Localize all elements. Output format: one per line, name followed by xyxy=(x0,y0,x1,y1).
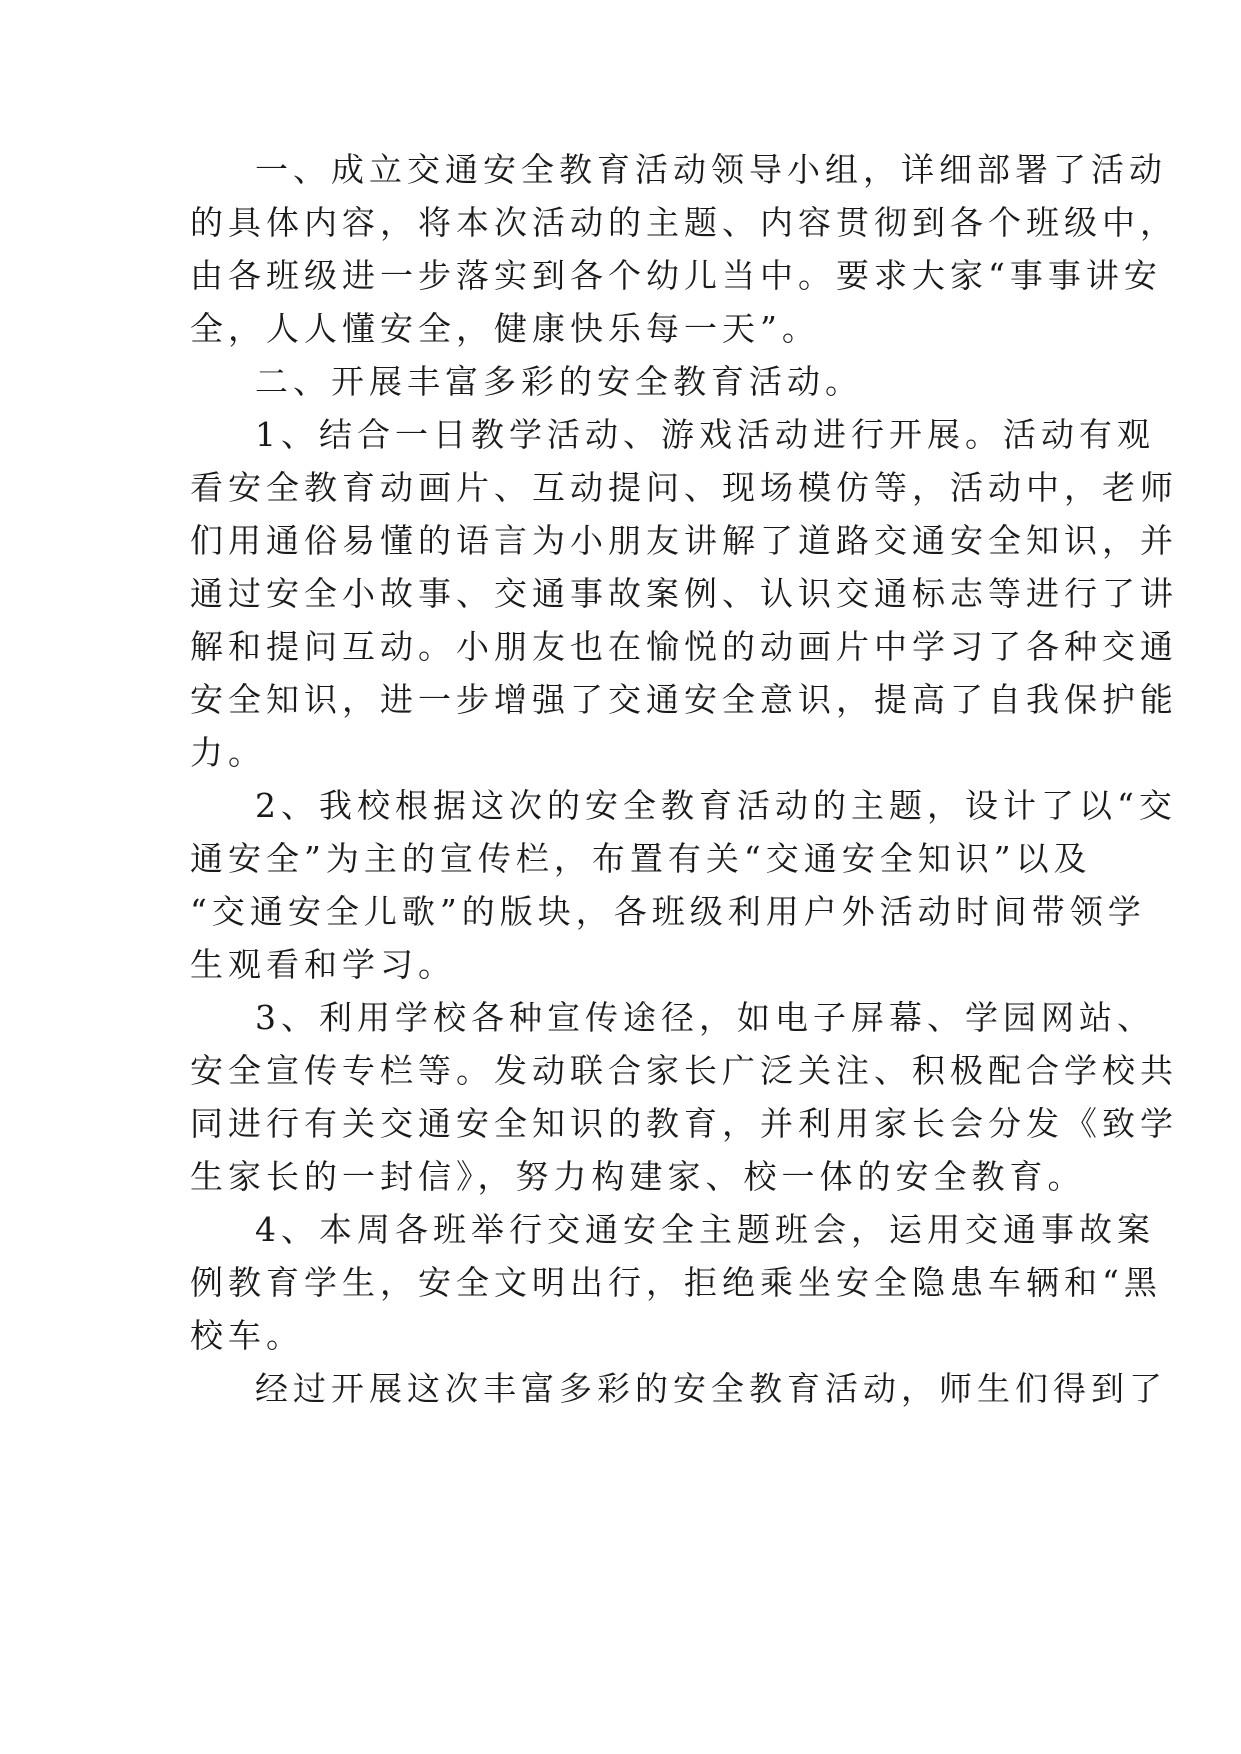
paragraph-3-line-1: 1、结合一日教学活动、游戏活动进行开展。活动有观 xyxy=(255,415,1155,454)
paragraph-5-line-4: 生家长的一封信》，努力构建家、校一体的安全教育。 xyxy=(190,1157,1086,1196)
paragraph-1-line-3: 由各班级进一步落实到各个幼儿当中。要求大家“事事讲安 xyxy=(190,256,1162,295)
paragraph-3-line-6: 安全知识，进一步增强了交通安全意识，提高了自我保护能 xyxy=(190,680,1178,719)
paragraph-6-line-2: 例教育学生，安全文明出行，拒绝乘坐安全隐患车辆和“黑 xyxy=(190,1263,1162,1302)
paragraph-4-line-4: 生观看和学习。 xyxy=(190,945,456,984)
paragraph-6-line-1: 4、本周各班举行交通安全主题班会，运用交通事故案 xyxy=(255,1210,1155,1249)
paragraph-4-line-1: 2、我校根据这次的安全教育活动的主题，设计了以“交 xyxy=(255,786,1177,825)
paragraph-1-line-1: 一、成立交通安全教育活动领导小组，详细部署了活动 xyxy=(255,150,1167,189)
paragraph-5-line-2: 安全宣传专栏等。发动联合家长广泛关注、积极配合学校共 xyxy=(190,1051,1178,1090)
paragraph-3-line-4: 通过安全小故事、交通事故案例、认识交通标志等进行了讲 xyxy=(190,574,1178,613)
paragraph-7-line-1: 经过开展这次丰富多彩的安全教育活动，师生们得到了 xyxy=(255,1369,1167,1408)
paragraph-5-line-3: 同进行有关交通安全知识的教育，并利用家长会分发《致学 xyxy=(190,1104,1178,1143)
paragraph-3-line-2: 看安全教育动画片、互动提问、现场模仿等，活动中，老师 xyxy=(190,468,1178,507)
paragraph-1-line-2: 的具体内容，将本次活动的主题、内容贯彻到各个班级中， xyxy=(190,203,1178,242)
paragraph-1-line-4: 全，人人懂安全，健康快乐每一天”。 xyxy=(190,309,820,348)
paragraph-6-line-3: 校车。 xyxy=(190,1316,304,1355)
paragraph-2-line-1: 二、开展丰富多彩的安全教育活动。 xyxy=(255,362,863,401)
paragraph-5-line-1: 3、利用学校各种宣传途径，如电子屏幕、学园网站、 xyxy=(255,998,1155,1037)
paragraph-3-line-5: 解和提问互动。小朋友也在愉悦的动画片中学习了各种交通 xyxy=(190,627,1178,666)
paragraph-4-line-2: 通安全”为主的宣传栏，布置有关“交通安全知识”以及 xyxy=(190,839,1092,878)
paragraph-4-line-3: “交通安全儿歌”的版块，各班级利用户外活动时间带领学 xyxy=(190,892,1146,931)
paragraph-3-line-7: 力。 xyxy=(190,733,266,772)
paragraph-3-line-3: 们用通俗易懂的语言为小朋友讲解了道路交通安全知识，并 xyxy=(190,521,1178,560)
